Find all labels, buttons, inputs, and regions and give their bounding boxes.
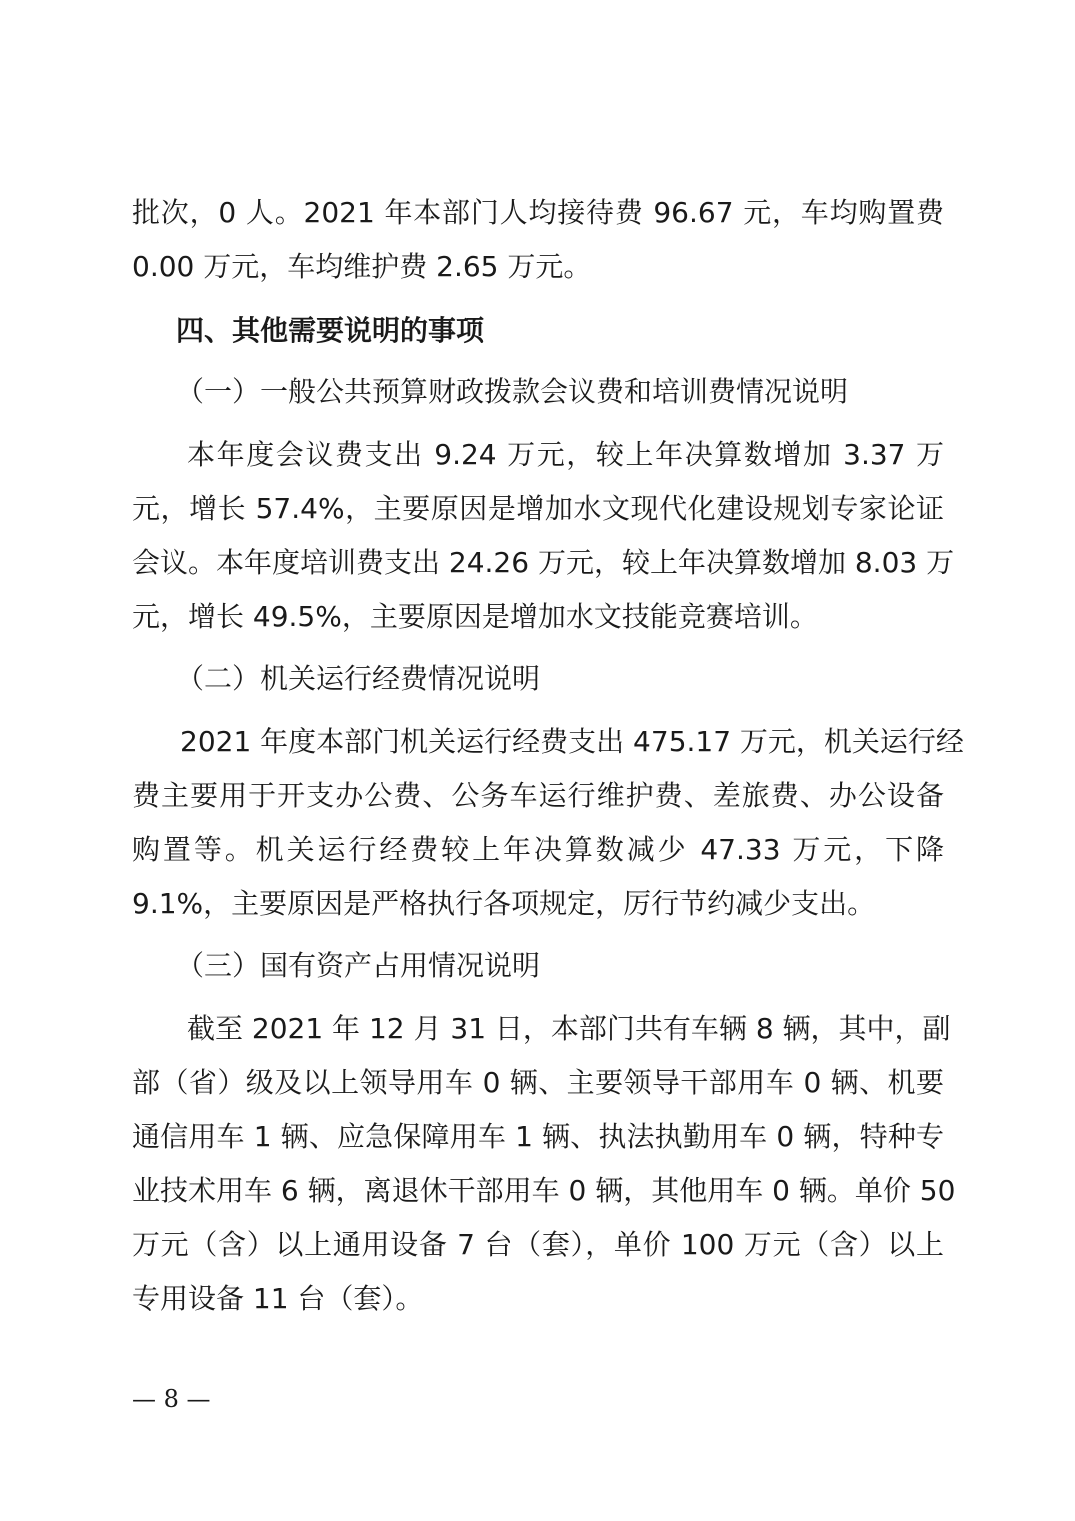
body-text-line: 会议。本年度培训费支出 24.26 万元，较上年决算数增加 8.03 万	[132, 546, 955, 579]
body-text-line: 批次，0 人。2021 年本部门人均接待费 96.67 元，车均购置费	[132, 196, 944, 229]
body-text-line: 截至 2021 年 12 月 31 日，本部门共有车辆 8 辆，其中，副	[187, 1012, 951, 1045]
body-text-line: 购置等。机关运行经费较上年决算数减少 47.33 万元，下降	[132, 833, 944, 866]
page-number: — 8 —	[132, 1385, 211, 1413]
body-text-line: 0.00 万元，车均维护费 2.65 万元。	[132, 250, 592, 283]
body-text-line: 部（省）级及以上领导用车 0 辆、主要领导干部用车 0 辆、机要	[132, 1066, 944, 1099]
body-text-line: 业技术用车 6 辆，离退休干部用车 0 辆，其他用车 0 辆。单价 50	[132, 1174, 956, 1207]
body-text-line: 元，增长 49.5%，主要原因是增加水文技能竞赛培训。	[132, 600, 818, 633]
subsection-heading: （一）一般公共预算财政拨款会议费和培训费情况说明	[176, 375, 849, 408]
subsection-heading: （二）机关运行经费情况说明	[176, 662, 541, 695]
subsection-heading: （三）国有资产占用情况说明	[176, 949, 541, 982]
body-text-line: 万元（含）以上通用设备 7 台（套），单价 100 万元（含）以上	[132, 1228, 944, 1261]
body-text-line: 通信用车 1 辆、应急保障用车 1 辆、执法执勤用车 0 辆，特种专	[132, 1120, 944, 1153]
body-text-line: 2021 年度本部门机关运行经费支出 475.17 万元，机关运行经	[180, 725, 964, 758]
body-text-line: 费主要用于开支办公费、公务车运行维护费、差旅费、办公设备	[132, 779, 944, 812]
body-text-line: 专用设备 11 台（套）。	[132, 1282, 424, 1315]
body-text-line: 9.1%，主要原因是严格执行各项规定，厉行节约减少支出。	[132, 887, 876, 920]
body-text-line: 元，增长 57.4%，主要原因是增加水文现代化建设规划专家论证	[132, 492, 944, 525]
body-text-line: 本年度会议费支出 9.24 万元，较上年决算数增加 3.37 万	[187, 438, 944, 471]
section-heading: 四、其他需要说明的事项	[176, 314, 485, 347]
